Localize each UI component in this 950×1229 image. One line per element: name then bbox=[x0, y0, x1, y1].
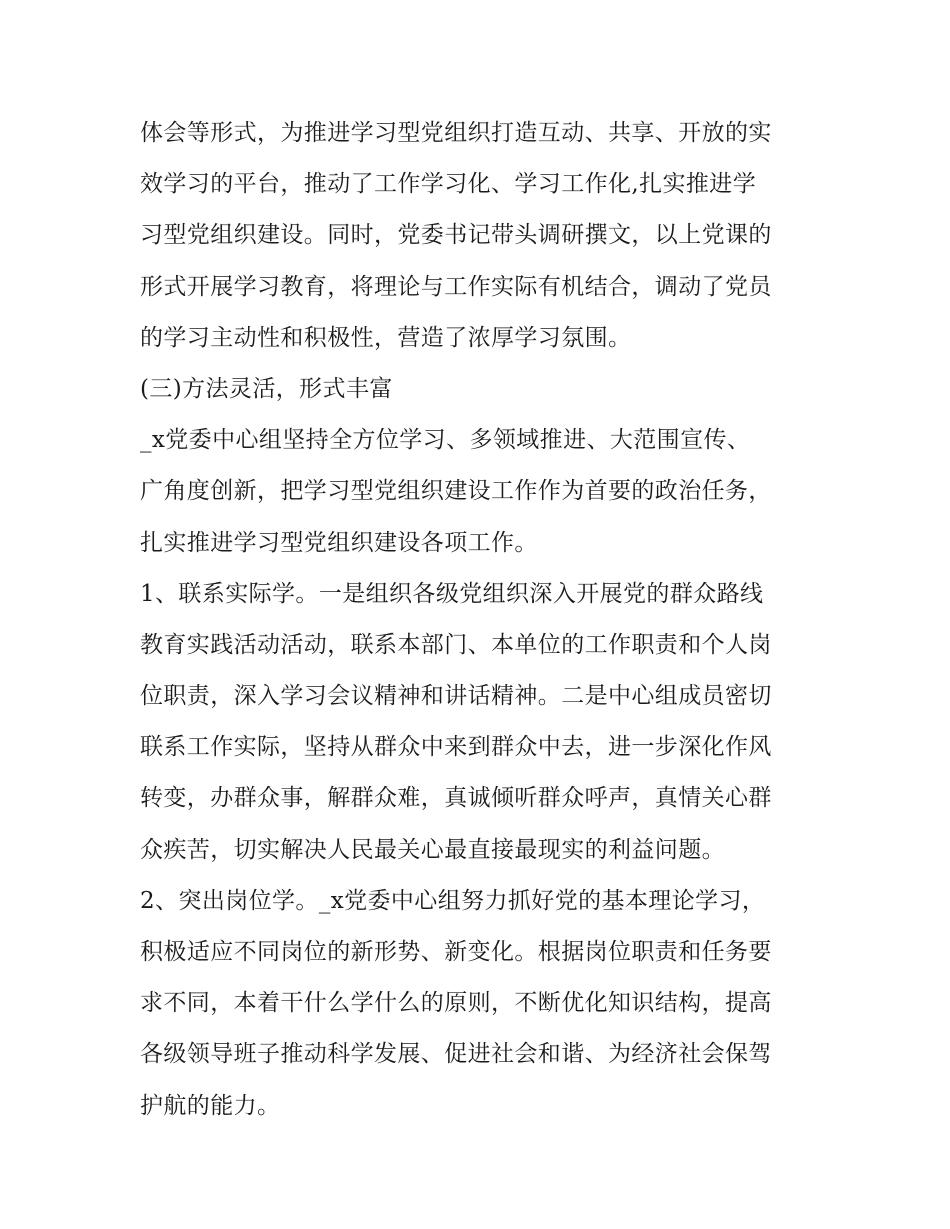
text-line: 联系工作实际，坚持从群众中来到群众中去，进一步深化作风 bbox=[140, 734, 772, 761]
text-line: 护航的能力。 bbox=[140, 1092, 281, 1119]
document-body bbox=[140, 108, 820, 1132]
text-line: 广角度创新，把学习型党组织建设工作作为首要的政治任务， bbox=[140, 478, 772, 505]
text-line: _x党委中心组坚持全方位学习、多领域推进、大范围宣传、 bbox=[140, 427, 751, 454]
text-line: 1、联系实际学。一是组织各级党组织深入开展党的群众路线 bbox=[140, 580, 764, 607]
text-line: 各级领导班子推动科学发展、促进社会和谐、为经济社会保驾 bbox=[140, 1041, 772, 1068]
text-line: 教育实践活动活动，联系本部门、本单位的工作职责和个人岗 bbox=[140, 631, 772, 658]
text-line: 众疾苦，切实解决人民最关心最直接最现实的利益问题。 bbox=[140, 836, 725, 863]
text-line: 扎实推进学习型党组织建设各项工作。 bbox=[140, 529, 538, 556]
text-line: 2、突出岗位学。_x党委中心组努力抓好党的基本理论学习， bbox=[140, 887, 766, 914]
text-line: 形式开展学习教育，将理论与工作实际有机结合，调动了党员 bbox=[140, 273, 772, 300]
text-line: 位职责，深入学习会议精神和讲话精神。二是中心组成员密切 bbox=[140, 683, 772, 710]
text-line: 转变，办群众事，解群众难，真诚倾听群众呼声，真情关心群 bbox=[140, 785, 772, 812]
section-heading: (三)方法灵活，形式丰富 bbox=[140, 375, 393, 402]
text-line: 体会等形式，为推进学习型党组织打造互动、共享、开放的实 bbox=[140, 120, 772, 146]
text-line: 求不同，本着干什么学什么的原则，不断优化知识结构，提高 bbox=[140, 990, 772, 1017]
text-line: 效学习的平台，推动了工作学习化、学习工作化,扎实推进学 bbox=[140, 171, 757, 198]
text-line: 的学习主动性和积极性，营造了浓厚学习氛围。 bbox=[140, 324, 632, 351]
text-line: 习型党组织建设。同时，党委书记带头调研撰文，以上党课的 bbox=[140, 222, 772, 249]
text-line: 积极适应不同岗位的新形势、新变化。根据岗位职责和任务要 bbox=[140, 939, 772, 965]
